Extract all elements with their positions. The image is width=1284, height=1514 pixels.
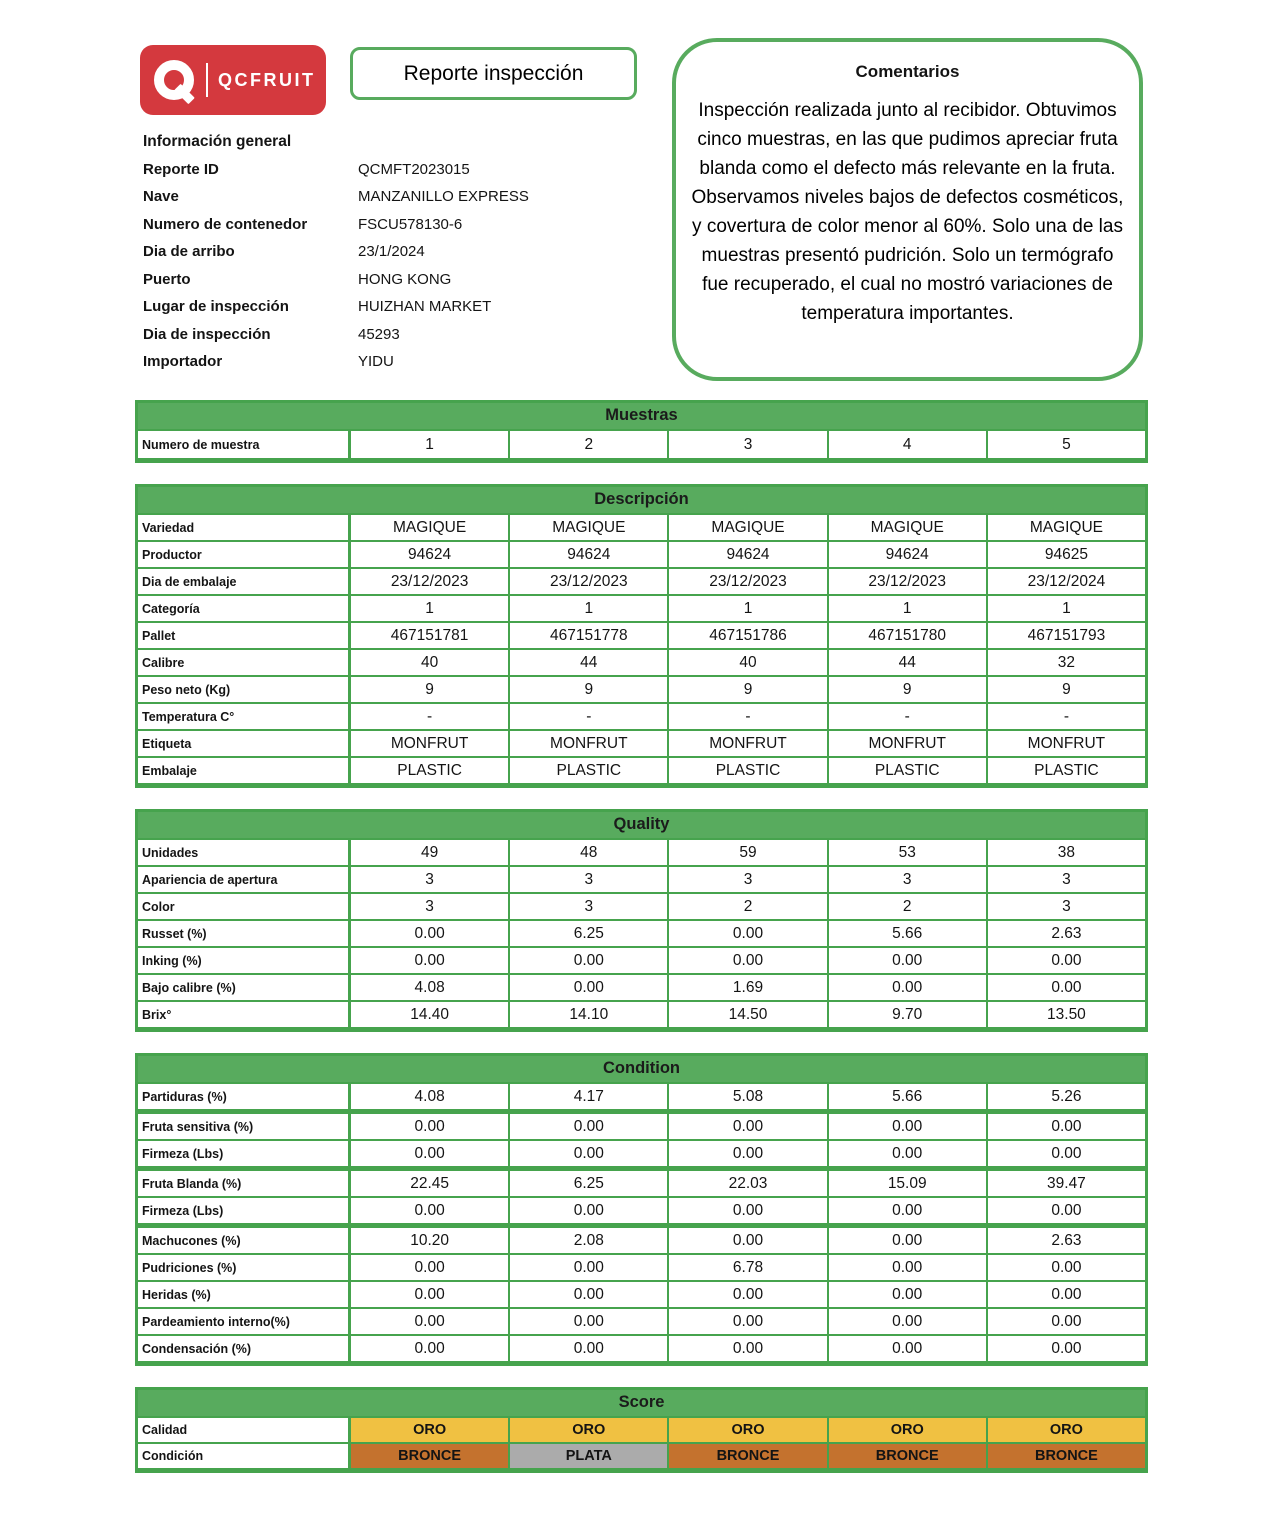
info-value: 23/1/2024 bbox=[358, 243, 425, 260]
cell-value: 14.10 bbox=[510, 1002, 669, 1027]
cell-value: 38 bbox=[1057, 843, 1076, 861]
cell-value: 94624 bbox=[351, 542, 510, 567]
q-logo-icon bbox=[154, 60, 194, 100]
cell-value: PLASTIC bbox=[829, 758, 988, 783]
cell-value: 4.08 bbox=[351, 975, 510, 1000]
cell-value: MONFRUT bbox=[669, 731, 828, 756]
cell-value: 0.00 bbox=[351, 1309, 510, 1334]
cell-value: 467151781 bbox=[351, 623, 510, 648]
cell-value: 0.00 bbox=[1051, 1285, 1082, 1303]
table-score bbox=[135, 1387, 1148, 1473]
row-label: Calidad bbox=[138, 1418, 351, 1442]
info-row bbox=[143, 183, 673, 211]
cell-value: PLATA bbox=[510, 1444, 669, 1468]
row-label: Apariencia de apertura bbox=[138, 867, 351, 892]
row-label: Dia de embalaje bbox=[138, 569, 351, 594]
cell-value: 0.00 bbox=[669, 921, 828, 946]
cell-value: 5.08 bbox=[669, 1084, 828, 1109]
cell-value: 4.08 bbox=[351, 1084, 510, 1109]
cell-value: 0.00 bbox=[669, 948, 828, 973]
cell-value: ORO bbox=[829, 1418, 988, 1442]
cell-value: 5.66 bbox=[829, 921, 988, 946]
row-label: Heridas (%) bbox=[138, 1282, 351, 1307]
info-row bbox=[143, 156, 673, 184]
info-label: Numero de contenedor bbox=[143, 215, 308, 233]
cell-value: 49 bbox=[351, 840, 510, 865]
info-label: Importador bbox=[143, 353, 223, 370]
info-row bbox=[143, 293, 673, 321]
row-label: Fruta sensitiva (%) bbox=[138, 1114, 351, 1139]
cell-value: 39.47 bbox=[1047, 1174, 1086, 1192]
cell-value: 3 bbox=[510, 867, 669, 892]
cell-value: 94624 bbox=[829, 542, 988, 567]
cell-value: 6.78 bbox=[669, 1255, 828, 1280]
cell-value: BRONCE bbox=[669, 1444, 828, 1468]
cell-value: 0.00 bbox=[829, 1141, 988, 1166]
cell-value: 59 bbox=[669, 840, 828, 865]
info-label: Dia de inspección bbox=[143, 325, 271, 343]
cell-value: 467151786 bbox=[669, 623, 828, 648]
table-row bbox=[138, 513, 1145, 540]
cell-value: 0.00 bbox=[510, 1309, 669, 1334]
cell-value: BRONCE bbox=[351, 1444, 510, 1468]
cell-value: MAGIQUE bbox=[1029, 518, 1104, 536]
table-row bbox=[138, 729, 1145, 756]
cell-value: 0.00 bbox=[829, 948, 988, 973]
row-label: Condensación (%) bbox=[138, 1336, 351, 1361]
cell-value: 0.00 bbox=[1051, 1117, 1082, 1135]
cell-value: PLASTIC bbox=[510, 758, 669, 783]
qcfruit-logo bbox=[140, 45, 326, 115]
info-value: FSCU578130-6 bbox=[358, 215, 463, 233]
info-row bbox=[143, 211, 673, 239]
info-label: Nave bbox=[143, 188, 179, 205]
cell-value: 0.00 bbox=[669, 1198, 828, 1223]
cell-value: 0.00 bbox=[1051, 1201, 1082, 1219]
table-quality-body bbox=[138, 838, 1145, 1027]
general-info-section bbox=[143, 128, 673, 376]
cell-value: 53 bbox=[829, 840, 988, 865]
comments-body: Inspección realizada junto al recibidor. Obtuvimos cinco muestras, en las que pudimos apreciar fruta blanda como el defecto más relevante en la fruta. Observamos niveles bajos de defectos cosméticos, y covertura de color menor al 60%. Solo una de las muestras presentó pudrición. Solo un termógrafo fue recuperado, el cual no mostró variaciones de temperatura importantes. bbox=[691, 100, 1124, 324]
row-label: Calibre bbox=[138, 650, 351, 675]
comments-box bbox=[672, 38, 1143, 381]
row-label: Fruta Blanda (%) bbox=[138, 1171, 351, 1196]
row-label: Firmeza (Lbs) bbox=[138, 1198, 351, 1223]
cell-value: PLASTIC bbox=[351, 758, 510, 783]
logo-divider bbox=[206, 63, 208, 97]
cell-value: MONFRUT bbox=[829, 731, 988, 756]
cell-value: 3 bbox=[1062, 870, 1071, 888]
row-label: Firmeza (Lbs) bbox=[138, 1141, 351, 1166]
table-row bbox=[138, 1223, 1145, 1253]
table-row bbox=[138, 675, 1145, 702]
cell-value: 0.00 bbox=[510, 1141, 669, 1166]
table-row bbox=[138, 1280, 1145, 1307]
cell-value: 0.00 bbox=[1051, 951, 1082, 969]
row-label: Unidades bbox=[138, 840, 351, 865]
general-info-fields bbox=[143, 156, 673, 376]
cell-value: 0.00 bbox=[669, 1309, 828, 1334]
table-descripcion bbox=[135, 484, 1148, 788]
cell-value: 0.00 bbox=[829, 1336, 988, 1361]
cell-value: 0.00 bbox=[351, 1198, 510, 1223]
cell-value: 40 bbox=[669, 650, 828, 675]
cell-value: 0.00 bbox=[829, 1228, 988, 1253]
cell-value: MAGIQUE bbox=[510, 515, 669, 540]
info-value: MANZANILLO EXPRESS bbox=[358, 188, 529, 205]
cell-value: 0.00 bbox=[351, 1114, 510, 1139]
cell-value: 0.00 bbox=[510, 948, 669, 973]
cell-value: 0.00 bbox=[669, 1336, 828, 1361]
table-muestras-title: Muestras bbox=[138, 403, 1145, 429]
cell-value: - bbox=[351, 704, 510, 729]
info-value: 45293 bbox=[358, 325, 400, 343]
cell-value: 2 bbox=[829, 894, 988, 919]
cell-value: 0.00 bbox=[1051, 978, 1082, 996]
row-label: Inking (%) bbox=[138, 948, 351, 973]
cell-value: 32 bbox=[1057, 653, 1076, 671]
table-row bbox=[138, 1253, 1145, 1280]
cell-value: 0.00 bbox=[510, 1198, 669, 1223]
table-row bbox=[138, 702, 1145, 729]
cell-value: 0.00 bbox=[351, 921, 510, 946]
cell-value: 0.00 bbox=[510, 1255, 669, 1280]
cell-value: PLASTIC bbox=[1034, 761, 1099, 779]
table-row bbox=[138, 621, 1145, 648]
row-label: Numero de muestra bbox=[138, 431, 351, 458]
table-condition-title: Condition bbox=[138, 1056, 1145, 1082]
cell-value: MAGIQUE bbox=[669, 515, 828, 540]
cell-value: 9.70 bbox=[829, 1002, 988, 1027]
cell-value: 9 bbox=[829, 677, 988, 702]
info-value: HONG KONG bbox=[358, 270, 452, 288]
table-row bbox=[138, 892, 1145, 919]
table-row bbox=[138, 594, 1145, 621]
cell-value: 3 bbox=[1062, 897, 1071, 915]
cell-value: 23/12/2023 bbox=[829, 569, 988, 594]
table-row bbox=[138, 1442, 1145, 1468]
cell-value: 3 bbox=[829, 867, 988, 892]
table-row bbox=[138, 648, 1145, 675]
table-quality bbox=[135, 809, 1148, 1032]
cell-value: - bbox=[829, 704, 988, 729]
row-label: Variedad bbox=[138, 515, 351, 540]
table-row bbox=[138, 865, 1145, 892]
cell-value: 0.00 bbox=[669, 1114, 828, 1139]
row-label: Partiduras (%) bbox=[138, 1084, 351, 1109]
row-label: Russet (%) bbox=[138, 921, 351, 946]
info-row bbox=[143, 238, 673, 266]
info-label: Reporte ID bbox=[143, 160, 219, 178]
cell-value: 13.50 bbox=[1047, 1005, 1086, 1023]
tables-section bbox=[135, 400, 1148, 1494]
cell-value: ORO bbox=[351, 1418, 510, 1442]
cell-value: ORO bbox=[669, 1418, 828, 1442]
cell-value: 9 bbox=[1062, 680, 1071, 698]
cell-value: 4 bbox=[829, 431, 988, 458]
cell-value: 23/12/2023 bbox=[510, 569, 669, 594]
row-label: Peso neto (Kg) bbox=[138, 677, 351, 702]
cell-value: 0.00 bbox=[351, 1282, 510, 1307]
cell-value: 4.17 bbox=[510, 1084, 669, 1109]
row-label: Etiqueta bbox=[138, 731, 351, 756]
row-label: Pudriciones (%) bbox=[138, 1255, 351, 1280]
table-row bbox=[138, 429, 1145, 458]
cell-value: MAGIQUE bbox=[351, 515, 510, 540]
cell-value: 0.00 bbox=[510, 975, 669, 1000]
cell-value: 48 bbox=[510, 840, 669, 865]
row-label: Bajo calibre (%) bbox=[138, 975, 351, 1000]
cell-value: 1 bbox=[351, 431, 510, 458]
cell-value: 10.20 bbox=[351, 1228, 510, 1253]
table-quality-title: Quality bbox=[138, 812, 1145, 838]
table-row bbox=[138, 919, 1145, 946]
cell-value: 22.45 bbox=[351, 1171, 510, 1196]
table-row bbox=[138, 756, 1145, 783]
row-label: Color bbox=[138, 894, 351, 919]
cell-value: 94625 bbox=[1044, 545, 1088, 563]
cell-value: 0.00 bbox=[510, 1282, 669, 1307]
cell-value: 0.00 bbox=[351, 1255, 510, 1280]
cell-value: 0.00 bbox=[829, 1309, 988, 1334]
info-row bbox=[143, 321, 673, 349]
row-label: Brix° bbox=[138, 1002, 351, 1027]
table-row bbox=[138, 1416, 1145, 1442]
info-label: Puerto bbox=[143, 270, 191, 288]
table-row bbox=[138, 946, 1145, 973]
cell-value: 3 bbox=[351, 894, 510, 919]
cell-value: 1 bbox=[829, 596, 988, 621]
cell-value: 2 bbox=[669, 894, 828, 919]
cell-value: 1 bbox=[669, 596, 828, 621]
table-row bbox=[138, 1166, 1145, 1196]
cell-value: 3 bbox=[669, 431, 828, 458]
cell-value: 467151780 bbox=[829, 623, 988, 648]
cell-value: 467151793 bbox=[1027, 626, 1106, 644]
cell-value: 6.25 bbox=[510, 1171, 669, 1196]
cell-value: PLASTIC bbox=[669, 758, 828, 783]
cell-value: 9 bbox=[510, 677, 669, 702]
table-descripcion-title: Descripción bbox=[138, 487, 1145, 513]
cell-value: 0.00 bbox=[1051, 1312, 1082, 1330]
cell-value: 14.50 bbox=[669, 1002, 828, 1027]
cell-value: 0.00 bbox=[1051, 1144, 1082, 1162]
cell-value: 0.00 bbox=[1051, 1339, 1082, 1357]
general-info-title: Información general bbox=[143, 133, 292, 150]
cell-value: 467151778 bbox=[510, 623, 669, 648]
cell-value: 3 bbox=[510, 894, 669, 919]
cell-value: 5 bbox=[1062, 435, 1071, 453]
cell-value: 2.63 bbox=[1051, 1231, 1082, 1249]
cell-value: 0.00 bbox=[829, 1198, 988, 1223]
cell-value: 0.00 bbox=[351, 1141, 510, 1166]
cell-value: 2.08 bbox=[510, 1228, 669, 1253]
row-label: Condición bbox=[138, 1444, 351, 1468]
cell-value: 15.09 bbox=[829, 1171, 988, 1196]
cell-value: 40 bbox=[351, 650, 510, 675]
table-row bbox=[138, 973, 1145, 1000]
cell-value: 0.00 bbox=[829, 975, 988, 1000]
cell-value: 2 bbox=[510, 431, 669, 458]
cell-value: 1.69 bbox=[669, 975, 828, 1000]
table-row bbox=[138, 567, 1145, 594]
table-row bbox=[138, 1196, 1145, 1223]
row-label: Pardeamiento interno(%) bbox=[138, 1309, 351, 1334]
cell-value: 3 bbox=[351, 867, 510, 892]
cell-value: 0.00 bbox=[510, 1336, 669, 1361]
cell-value: 6.25 bbox=[510, 921, 669, 946]
cell-value: BRONCE bbox=[988, 1444, 1145, 1468]
cell-value: - bbox=[1063, 707, 1069, 725]
info-value: HUIZHAN MARKET bbox=[358, 298, 492, 315]
cell-value: 5.26 bbox=[1051, 1087, 1082, 1105]
cell-value: 0.00 bbox=[351, 1336, 510, 1361]
cell-value: MAGIQUE bbox=[829, 515, 988, 540]
cell-value: ORO bbox=[510, 1418, 669, 1442]
cell-value: MONFRUT bbox=[510, 731, 669, 756]
info-row bbox=[143, 266, 673, 294]
table-row bbox=[138, 1307, 1145, 1334]
cell-value: - bbox=[669, 704, 828, 729]
cell-value: ORO bbox=[988, 1418, 1145, 1442]
table-score-title: Score bbox=[138, 1390, 1145, 1416]
cell-value: 0.00 bbox=[669, 1282, 828, 1307]
cell-value: 44 bbox=[829, 650, 988, 675]
cell-value: 1 bbox=[351, 596, 510, 621]
cell-value: 23/12/2023 bbox=[351, 569, 510, 594]
cell-value: 0.00 bbox=[669, 1228, 828, 1253]
cell-value: 0.00 bbox=[669, 1141, 828, 1166]
cell-value: MONFRUT bbox=[1027, 734, 1106, 752]
table-row bbox=[138, 1334, 1145, 1361]
row-label: Pallet bbox=[138, 623, 351, 648]
table-row bbox=[138, 1109, 1145, 1139]
table-row bbox=[138, 1139, 1145, 1166]
cell-value: 9 bbox=[669, 677, 828, 702]
table-muestras-body bbox=[138, 429, 1145, 458]
row-label: Categoría bbox=[138, 596, 351, 621]
cell-value: 5.66 bbox=[829, 1084, 988, 1109]
cell-value: - bbox=[510, 704, 669, 729]
info-label: Lugar de inspección bbox=[143, 298, 289, 315]
table-row bbox=[138, 540, 1145, 567]
cell-value: 0.00 bbox=[1051, 1258, 1082, 1276]
cell-value: 23/12/2024 bbox=[1027, 572, 1106, 590]
table-row bbox=[138, 838, 1145, 865]
info-value: QCMFT2023015 bbox=[358, 160, 470, 178]
table-muestras bbox=[135, 400, 1148, 463]
table-descripcion-body bbox=[138, 513, 1145, 783]
cell-value: 1 bbox=[1062, 599, 1071, 617]
info-value: YIDU bbox=[358, 353, 394, 370]
cell-value: BRONCE bbox=[829, 1444, 988, 1468]
row-label: Embalaje bbox=[138, 758, 351, 783]
cell-value: 0.00 bbox=[829, 1114, 988, 1139]
cell-value: 94624 bbox=[510, 542, 669, 567]
logo-brand-text: QCFRUIT bbox=[218, 69, 316, 90]
table-condition-body bbox=[138, 1082, 1145, 1361]
info-row bbox=[143, 348, 673, 376]
report-title: Reporte inspección bbox=[350, 47, 637, 100]
cell-value: 0.00 bbox=[829, 1255, 988, 1280]
cell-value: 14.40 bbox=[351, 1002, 510, 1027]
row-label: Productor bbox=[138, 542, 351, 567]
cell-value: 0.00 bbox=[510, 1114, 669, 1139]
cell-value: 2.63 bbox=[1051, 924, 1082, 942]
cell-value: MONFRUT bbox=[351, 731, 510, 756]
comments-title: Comentarios bbox=[855, 62, 960, 81]
cell-value: 9 bbox=[351, 677, 510, 702]
table-score-body bbox=[138, 1416, 1145, 1468]
cell-value: 1 bbox=[510, 596, 669, 621]
cell-value: 44 bbox=[510, 650, 669, 675]
cell-value: 0.00 bbox=[829, 1282, 988, 1307]
row-label: Machucones (%) bbox=[138, 1228, 351, 1253]
table-row bbox=[138, 1000, 1145, 1027]
table-row bbox=[138, 1082, 1145, 1109]
info-label: Dia de arribo bbox=[143, 243, 235, 260]
cell-value: 0.00 bbox=[351, 948, 510, 973]
cell-value: 3 bbox=[669, 867, 828, 892]
cell-value: 23/12/2023 bbox=[669, 569, 828, 594]
table-condition bbox=[135, 1053, 1148, 1366]
cell-value: 94624 bbox=[669, 542, 828, 567]
row-label: Temperatura C° bbox=[138, 704, 351, 729]
cell-value: 22.03 bbox=[669, 1171, 828, 1196]
